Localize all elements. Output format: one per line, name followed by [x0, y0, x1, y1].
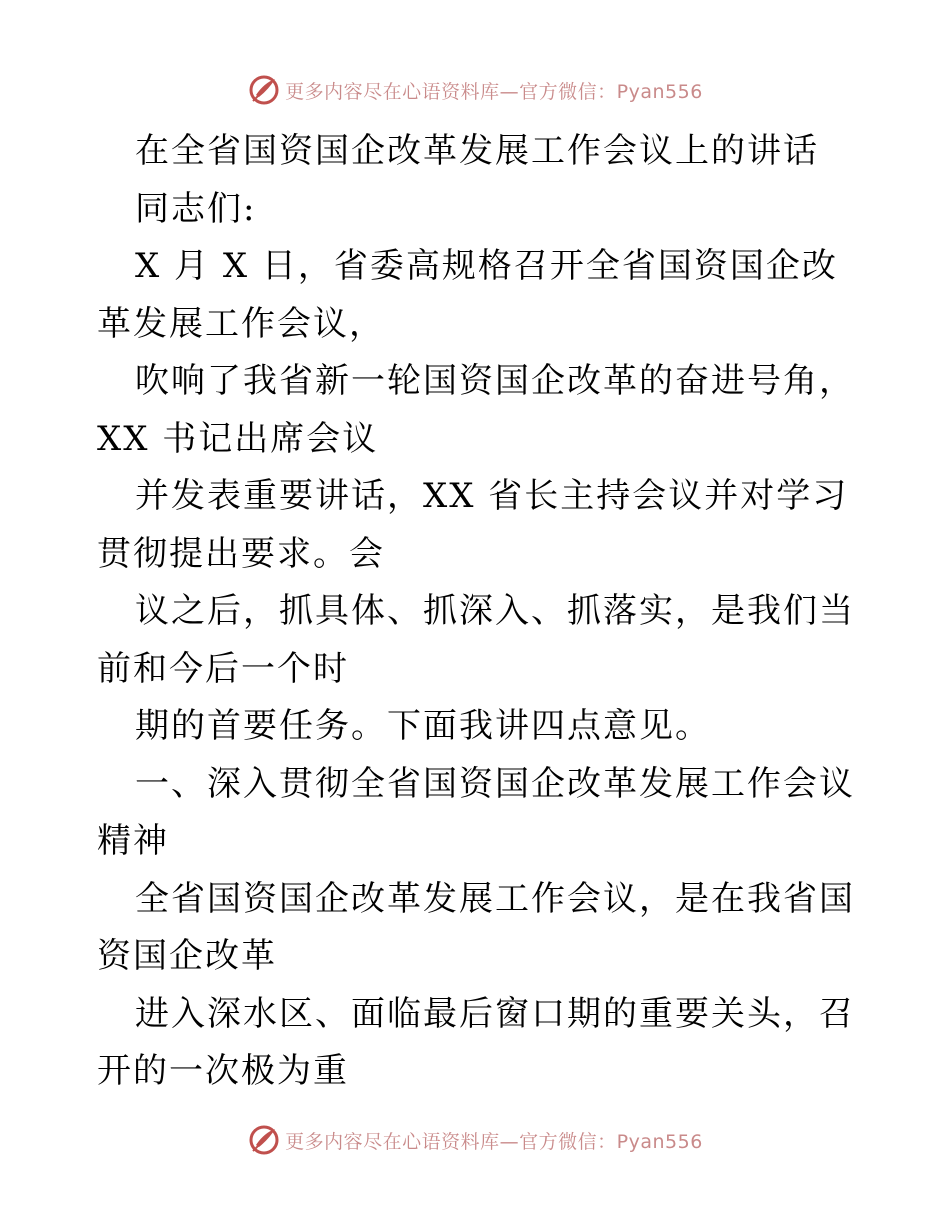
footer-watermark [0, 1120, 950, 1160]
paragraph: 吹响了我省新一轮国资国企改革的奋进号角，XX 书记出席会议 [97, 361, 855, 459]
header-watermark [0, 70, 950, 110]
paragraph: 议之后，抓具体、抓深入、抓落实，是我们当前和今后一个时 [97, 591, 855, 689]
paragraph: 全省国资国企改革发展工作会议，是在我省国资国企改革 [97, 878, 855, 976]
paragraph: 进入深水区、面临最后窗口期的重要关头，召开的一次极为重 [97, 993, 855, 1091]
section-heading: 一、深入贯彻全省国资国企改革发展工作会议精神 [97, 763, 855, 861]
paragraph: 期的首要任务。下面我讲四点意见。 [135, 706, 711, 746]
watermark-text: 更多内容尽在心语资料库—官方微信：Pyan556 [285, 1130, 703, 1153]
quill-logo-icon [247, 73, 281, 107]
document-body [97, 123, 857, 1101]
salutation: 同志们: [135, 188, 257, 229]
quill-logo-icon [247, 1123, 281, 1157]
document-title: 在全省国资国企改革发展工作会议上的讲话 [135, 131, 819, 171]
watermark-text: 更多内容尽在心语资料库—官方微信：Pyan556 [285, 80, 703, 103]
paragraph: 并发表重要讲话，XX 省长主持会议并对学习贯彻提出要求。会 [97, 476, 849, 574]
paragraph: X 月 X 日，省委高规格召开全省国资国企改革发展工作会议， [97, 246, 838, 344]
